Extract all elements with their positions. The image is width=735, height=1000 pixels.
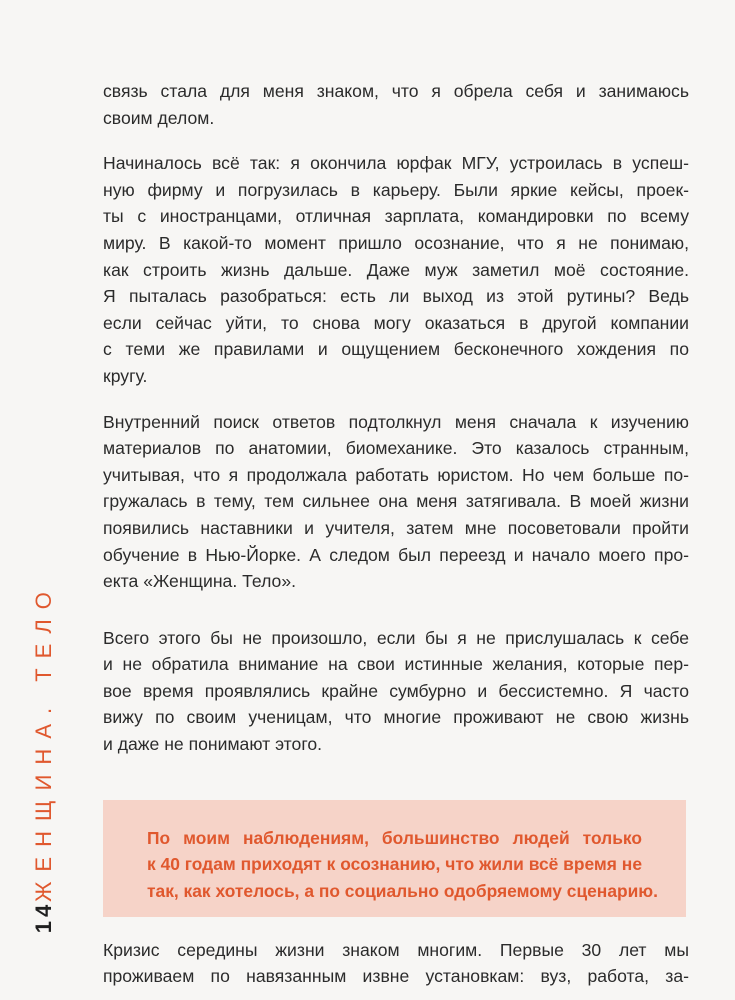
side-book-title	[24, 582, 64, 902]
paragraph-5	[103, 937, 689, 990]
text-line: кругу.	[103, 365, 148, 386]
text-line: обучение в Нью-Йорке. А следом был переезд и начало моего про-	[103, 544, 689, 565]
text-line: проживаем по навязанным извне установкам: вуз, работа, за-	[103, 966, 689, 987]
text-line: с теми же правилами и ощущением бесконечного хождения по	[103, 339, 689, 360]
text-line: Всего этого бы не произошло, если бы я не прислушалась к себе	[103, 627, 689, 648]
text-line: Внутренний поиск ответов подтолкнул меня сначала к изучению	[103, 411, 689, 432]
text-line: Я пыталась разобраться: есть ли выход из этой рутины? Ведь	[103, 286, 689, 307]
text-line: Начиналось всё так: я окончила юрфак МГУ, устроилась в успеш-	[103, 153, 689, 174]
page-number-text: 14	[31, 900, 56, 934]
text-line: ную фирму и погрузилась в карьеру. Были яркие кейсы, проек-	[103, 179, 689, 200]
text-line: учитывая, что я продолжала работать юристом. Но чем больше по-	[103, 464, 689, 485]
text-line: появились наставники и учителя, затем мне посоветовали пройти	[103, 517, 689, 538]
page-number	[24, 892, 64, 942]
text-line: и не обратила внимание на свои истинные желания, которые пер-	[103, 654, 689, 675]
text-line: вое время проявлялись крайне сумбурно и бессистемно. Я часто	[103, 680, 689, 701]
page-body	[103, 78, 689, 990]
text-line: как строить жизнь дальше. Даже муж заметил моё состояние.	[103, 259, 689, 280]
text-line: если сейчас уйти, то снова могу оказаться в другой компании	[103, 312, 689, 333]
paragraph-1	[103, 78, 689, 131]
highlight-quote-box	[103, 800, 686, 917]
text-line: екта «Женщина. Тело».	[103, 571, 296, 592]
paragraph-4	[103, 625, 689, 758]
text-line: материалов по анатомии, биомеханике. Это казалось странным,	[103, 438, 689, 459]
text-line: своим делом.	[103, 107, 215, 128]
text-line: связь стала для меня знаком, что я обрела себя и занимаюсь	[103, 81, 689, 101]
paragraph-3	[103, 409, 689, 595]
text-line: миру. В какой-то момент пришло осознание, что я не понимаю,	[103, 232, 689, 253]
text-line: Кризис середины жизни знаком многим. Первые 30 лет мы	[103, 939, 689, 960]
text-line: вижу по своим ученицам, что многие проживают не свою жизнь	[103, 707, 689, 728]
quote-line: так, как хотелось, а по социально одобряемому сценарию.	[147, 880, 658, 901]
paragraph-2	[103, 150, 689, 389]
quote-line: к 40 годам приходят к осознанию, что жили всё время не	[147, 854, 642, 875]
text-line: ты с иностранцами, отличная зарплата, командировки по всему	[103, 206, 689, 227]
text-line: гружалась в тему, тем сильнее она меня затягивала. В моей жизни	[103, 491, 689, 512]
text-line: и даже не понимают этого.	[103, 734, 323, 755]
side-book-title-text: ЖЕНЩИНА. ТЕЛО	[31, 582, 56, 902]
quote-line: По моим наблюдениям, большинство людей только	[147, 827, 642, 848]
